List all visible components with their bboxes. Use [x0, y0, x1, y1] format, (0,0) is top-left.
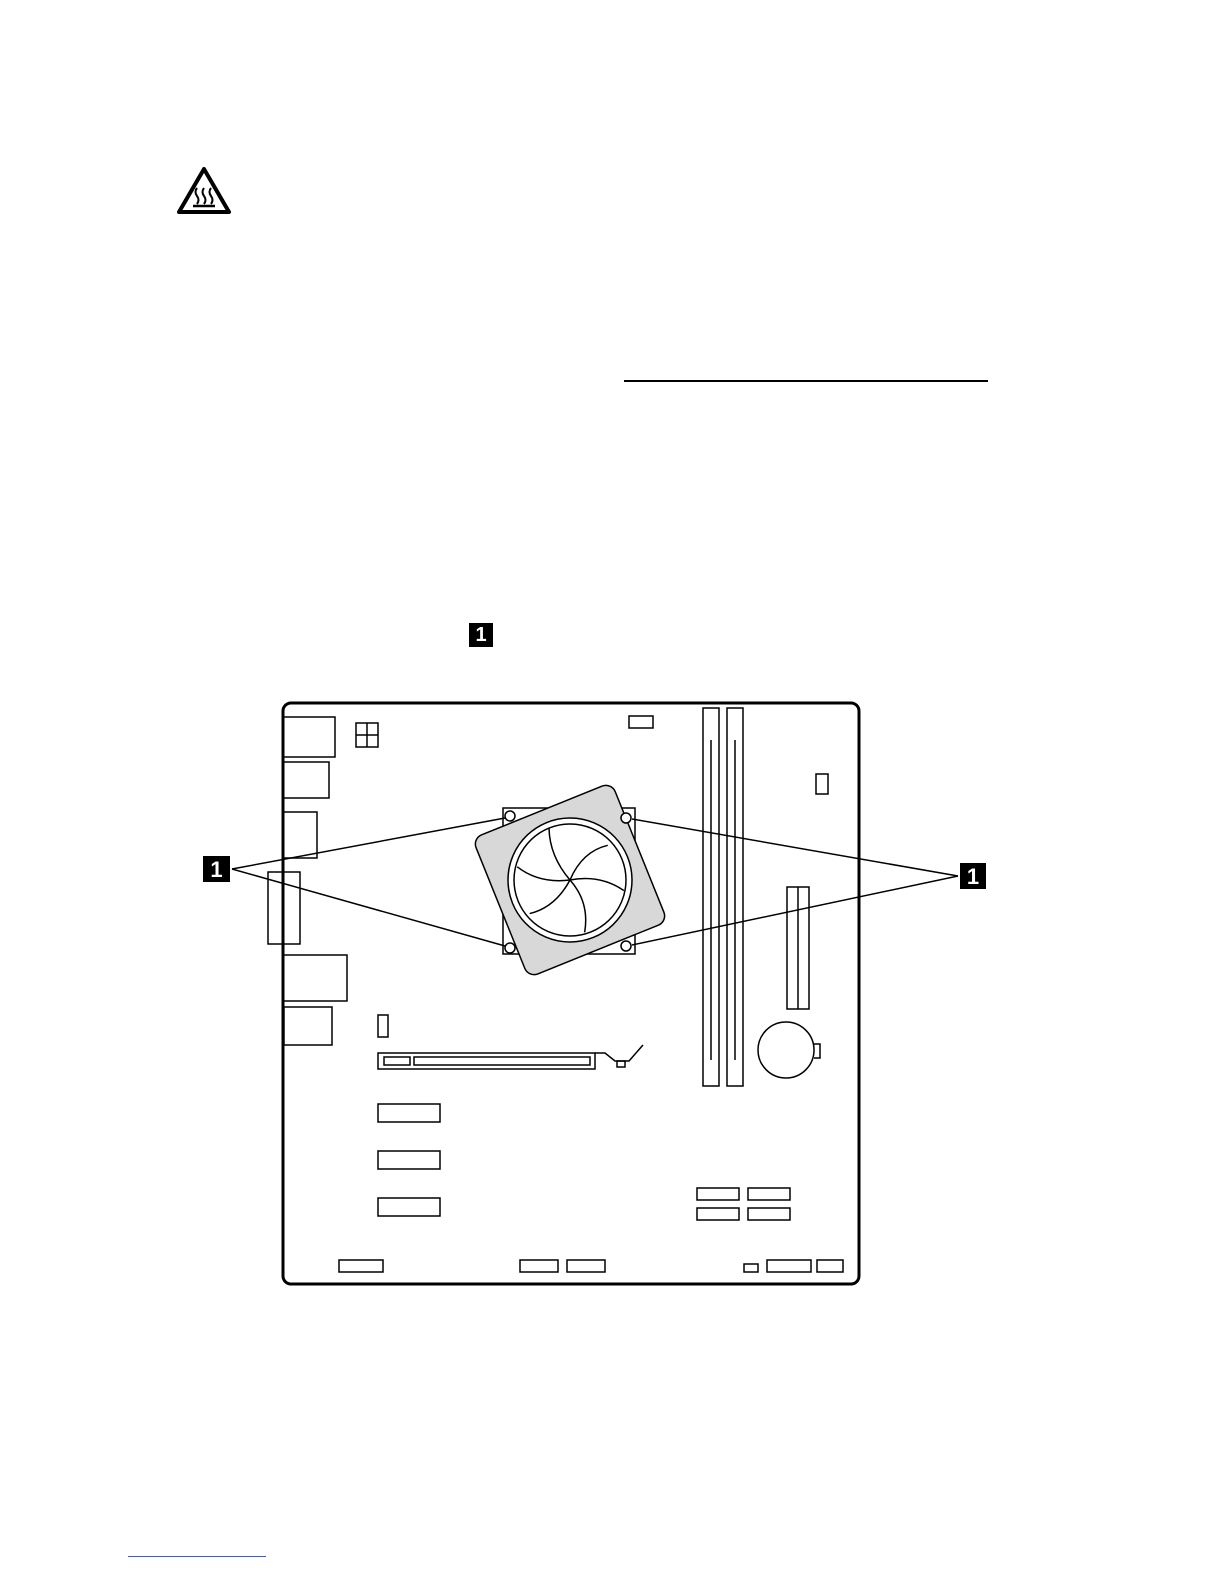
io-port-3	[283, 812, 317, 858]
pcie-x1-slot-2	[378, 1151, 440, 1169]
screw-bottom-left	[505, 943, 515, 953]
board-outline	[283, 703, 859, 1284]
bottom-header-1	[339, 1260, 383, 1272]
pcie-x1-slot-3	[378, 1198, 440, 1216]
leader-line	[232, 869, 505, 946]
pcie-x1-slot-1	[378, 1104, 440, 1122]
bottom-header-2	[520, 1260, 558, 1272]
io-port-5	[284, 1007, 332, 1045]
bottom-header-6	[817, 1260, 843, 1272]
leader-line	[232, 818, 505, 869]
callout-1-inline: 1	[469, 623, 493, 647]
coin-battery	[758, 1022, 814, 1078]
io-port-1	[283, 717, 335, 757]
screw-bottom-right	[621, 941, 631, 951]
fan-header	[629, 716, 653, 728]
io-port-2	[283, 762, 329, 798]
callout-1-right: 1	[966, 864, 980, 889]
io-port-4	[283, 955, 347, 1001]
bottom-header-3	[567, 1260, 605, 1272]
sata-connector-2	[748, 1188, 790, 1200]
cpu-fan	[472, 782, 667, 977]
screw-top-right	[621, 813, 631, 823]
jumper	[816, 774, 828, 794]
screw-top-left	[505, 811, 515, 821]
bottom-header-5	[767, 1260, 811, 1272]
small-header	[378, 1015, 388, 1037]
footer-link-rule	[128, 1556, 266, 1557]
bottom-header-4	[744, 1264, 758, 1272]
sata-connector-3	[697, 1208, 739, 1220]
callout-1-left: 1	[210, 857, 223, 882]
sata-connector-1	[697, 1188, 739, 1200]
sata-connector-4	[748, 1208, 790, 1220]
leader-line	[632, 819, 958, 876]
